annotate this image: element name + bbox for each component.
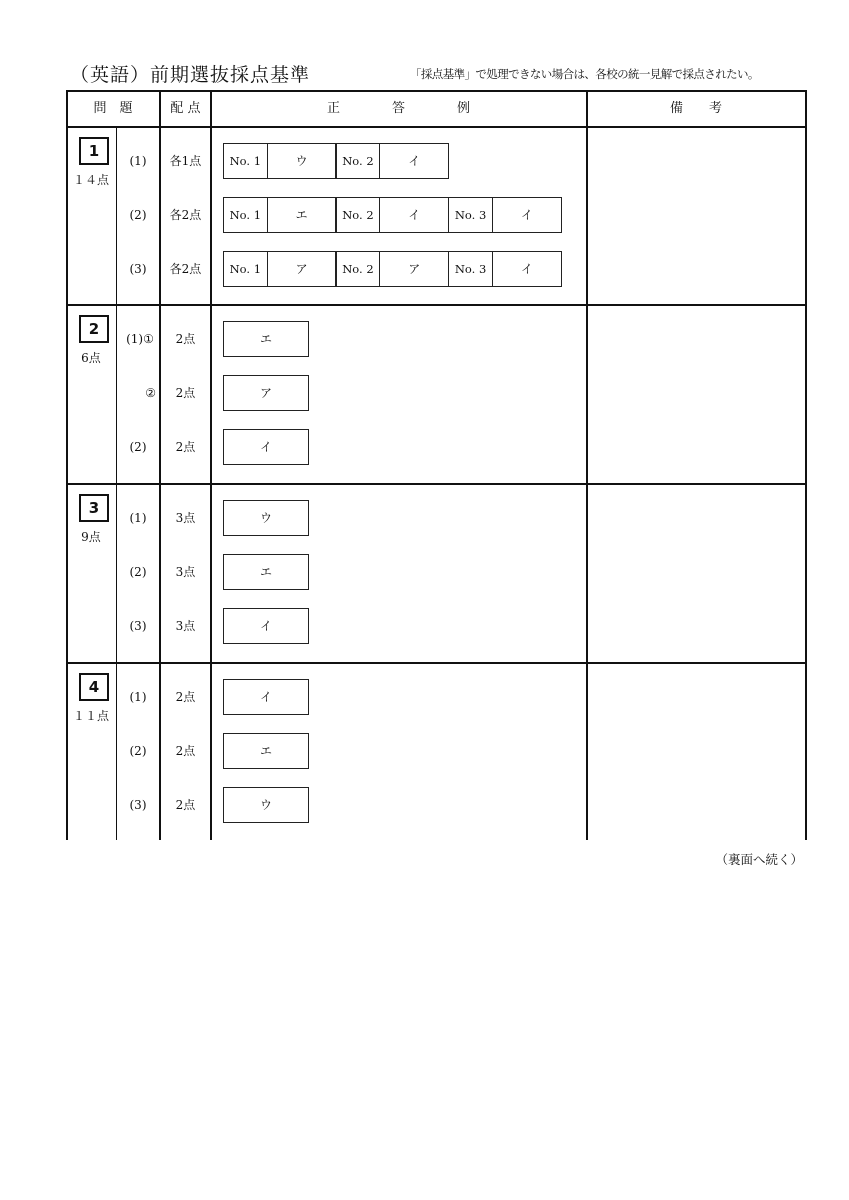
sub-question-label: ②: [145, 386, 156, 400]
header-question: 問 題: [93, 101, 133, 116]
answer-number-label: No. 3: [448, 251, 493, 287]
sub-question-label: (1): [129, 154, 147, 168]
section-total-points: １１点: [72, 709, 109, 723]
points-value: 3点: [175, 511, 196, 525]
sub-question-label: (3): [129, 262, 147, 276]
points-value: 2点: [175, 744, 196, 758]
answer-number-label: No. 2: [335, 251, 380, 287]
points-value: 2点: [175, 690, 196, 704]
sub-question-label: (2): [129, 744, 147, 758]
sub-question-label: (1): [129, 511, 147, 525]
points-value: 各2点: [169, 262, 202, 276]
column-divider: [159, 90, 161, 840]
points-value: 2点: [175, 440, 196, 454]
points-value: 3点: [175, 565, 196, 579]
answer-value: イ: [223, 679, 309, 715]
section-total-points: 9点: [81, 530, 101, 544]
answer-row: [224, 251, 562, 287]
column-divider: [116, 126, 117, 840]
answer-value: エ: [223, 554, 309, 590]
points-value: 3点: [175, 619, 196, 633]
header-remarks: 備 考: [669, 101, 722, 116]
answer-number-label: No. 2: [335, 197, 380, 233]
answer-row: [224, 143, 449, 179]
row-divider: [66, 304, 807, 306]
answer-value: ア: [223, 375, 309, 411]
answer-value: ア: [379, 251, 449, 287]
row-divider: [66, 126, 807, 128]
question-number-box: 3: [79, 494, 109, 522]
sub-question-label: (3): [129, 619, 147, 633]
table-border-top: [66, 90, 807, 92]
points-value: 各1点: [169, 154, 202, 168]
answer-value: ウ: [267, 143, 337, 179]
row-divider: [66, 662, 807, 664]
scoring-note: 「採点基準」で処理できない場合は、各校の統一見解で採点されたい。: [410, 67, 759, 81]
points-value: 2点: [175, 798, 196, 812]
table-border-left: [66, 90, 68, 840]
question-number-box: 1: [79, 137, 109, 165]
sub-question-label: (2): [129, 208, 147, 222]
sub-question-label: (2): [129, 440, 147, 454]
answer-number-label: No. 3: [448, 197, 493, 233]
sub-question-label: (2): [129, 565, 147, 579]
points-value: 各2点: [169, 208, 202, 222]
answer-number-label: No. 1: [223, 143, 268, 179]
answer-value: エ: [223, 733, 309, 769]
header-points: 配 点: [170, 101, 201, 116]
sub-question-label: (1)①: [126, 332, 154, 346]
answer-value: イ: [223, 429, 309, 465]
continued-note: （裏面へ続く）: [715, 852, 803, 867]
section-total-points: 6点: [81, 351, 101, 365]
points-value: 2点: [175, 332, 196, 346]
answer-value: イ: [379, 143, 449, 179]
answer-value: イ: [223, 608, 309, 644]
answer-value: エ: [267, 197, 337, 233]
answer-number-label: No. 1: [223, 251, 268, 287]
section-total-points: １４点: [72, 173, 109, 187]
answer-row: [224, 197, 562, 233]
answer-value: ア: [267, 251, 337, 287]
column-divider: [210, 90, 212, 840]
answer-value: イ: [492, 197, 562, 233]
row-divider: [66, 483, 807, 485]
sub-question-label: (1): [129, 690, 147, 704]
sub-question-label: (3): [129, 798, 147, 812]
header-answer: 正 答 例: [326, 101, 470, 116]
answer-value: イ: [492, 251, 562, 287]
page-title: （英語）前期選抜採点基準: [70, 64, 311, 86]
question-number-box: 2: [79, 315, 109, 343]
answer-number-label: No. 2: [335, 143, 380, 179]
table-border-right: [805, 90, 807, 840]
points-value: 2点: [175, 386, 196, 400]
question-number-box: 4: [79, 673, 109, 701]
answer-value: イ: [379, 197, 449, 233]
answer-value: ウ: [223, 500, 309, 536]
answer-number-label: No. 1: [223, 197, 268, 233]
answer-value: ウ: [223, 787, 309, 823]
column-divider: [586, 90, 588, 840]
answer-value: エ: [223, 321, 309, 357]
